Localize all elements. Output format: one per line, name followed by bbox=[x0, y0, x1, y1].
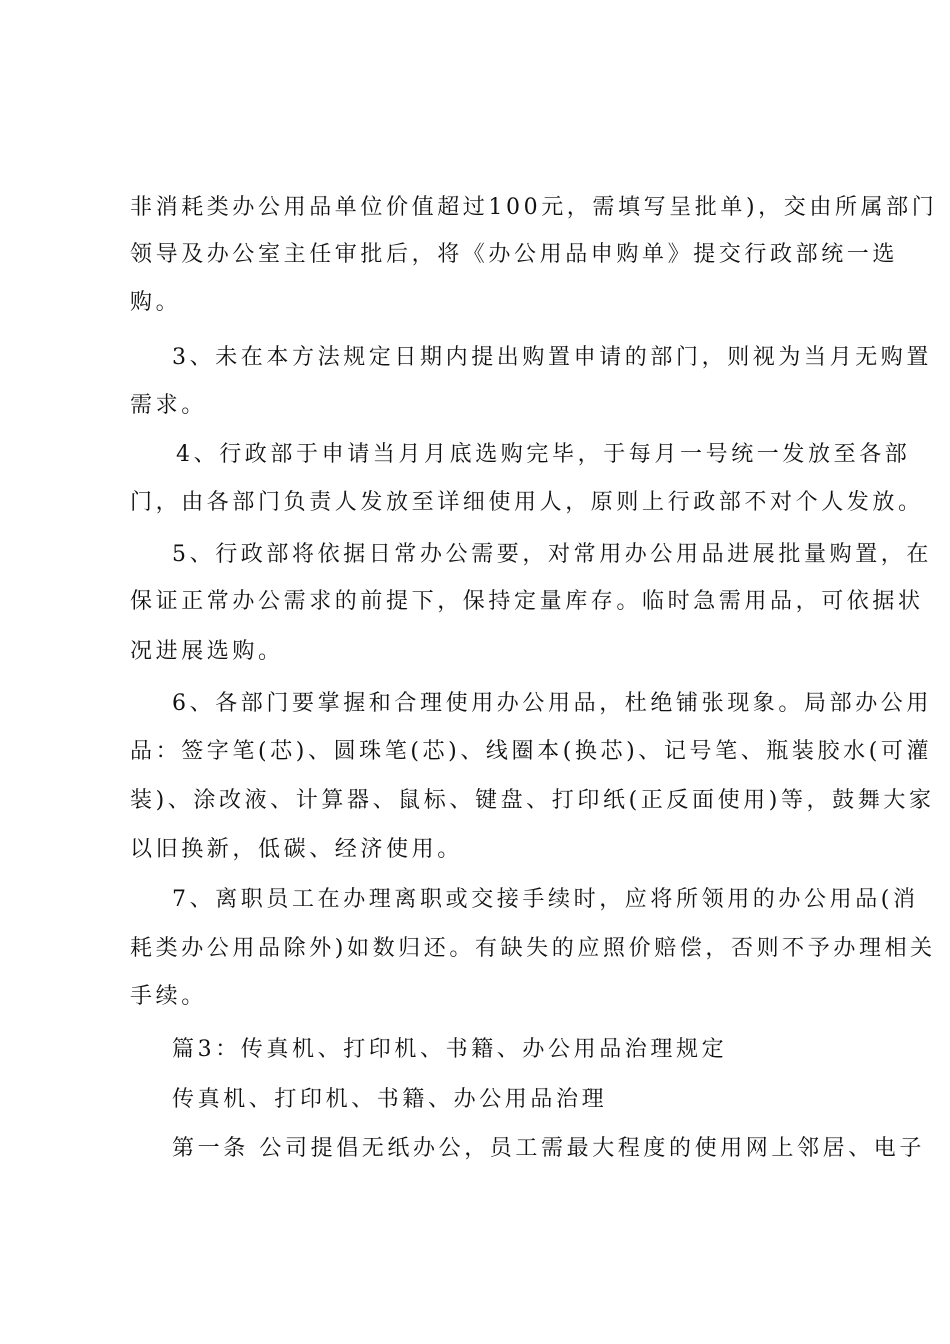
text-line: 耗类办公用品除外)如数归还。有缺失的应照价赔偿，否则不予办理相关 bbox=[130, 936, 936, 961]
text-line: 领导及办公室主任审批后，将《办公用品申购单》提交行政部统一选 bbox=[130, 242, 899, 267]
section-subheading: 传真机、打印机、书籍、办公用品治理 bbox=[172, 1087, 608, 1112]
text-line: 第一条 公司提倡无纸办公，员工需最大程度的使用网上邻居、电子 bbox=[172, 1136, 925, 1161]
text-line: 门，由各部门负责人发放至详细使用人，原则上行政部不对个人发放。 bbox=[130, 490, 924, 515]
text-line: 手续。 bbox=[130, 984, 207, 1009]
text-line: 保证正常办公需求的前提下，保持定量库存。临时急需用品，可依据状 bbox=[130, 589, 924, 614]
text-line: 7、离职员工在办理离职或交接手续时，应将所领用的办公用品(消 bbox=[172, 887, 919, 912]
text-line: 以旧换新，低碳、经济使用。 bbox=[130, 837, 463, 862]
text-line: 4、行政部于申请当月月底选购完毕，于每月一号统一发放至各部 bbox=[176, 442, 911, 467]
text-line: 品：签字笔(芯)、圆珠笔(芯)、线圈本(换芯)、记号笔、瓶装胶水(可灌 bbox=[130, 739, 933, 764]
text-line: 装)、涂改液、计算器、鼠标、键盘、打印纸(正反面使用)等，鼓舞大家 bbox=[130, 788, 935, 813]
text-line: 购。 bbox=[130, 290, 182, 315]
section-heading: 篇3：传真机、打印机、书籍、办公用品治理规定 bbox=[172, 1037, 728, 1062]
text-line: 6、各部门要掌握和合理使用办公用品，杜绝铺张现象。局部办公用 bbox=[172, 691, 932, 716]
text-line: 非消耗类办公用品单位价值超过100元，需填写呈批单)，交由所属部门 bbox=[130, 195, 938, 220]
text-line: 需求。 bbox=[130, 393, 207, 418]
text-line: 5、行政部将依据日常办公需要，对常用办公用品进展批量购置，在 bbox=[172, 542, 932, 567]
text-line: 况进展选购。 bbox=[130, 639, 284, 664]
text-line: 3、未在本方法规定日期内提出购置申请的部门，则视为当月无购置 bbox=[172, 345, 932, 370]
